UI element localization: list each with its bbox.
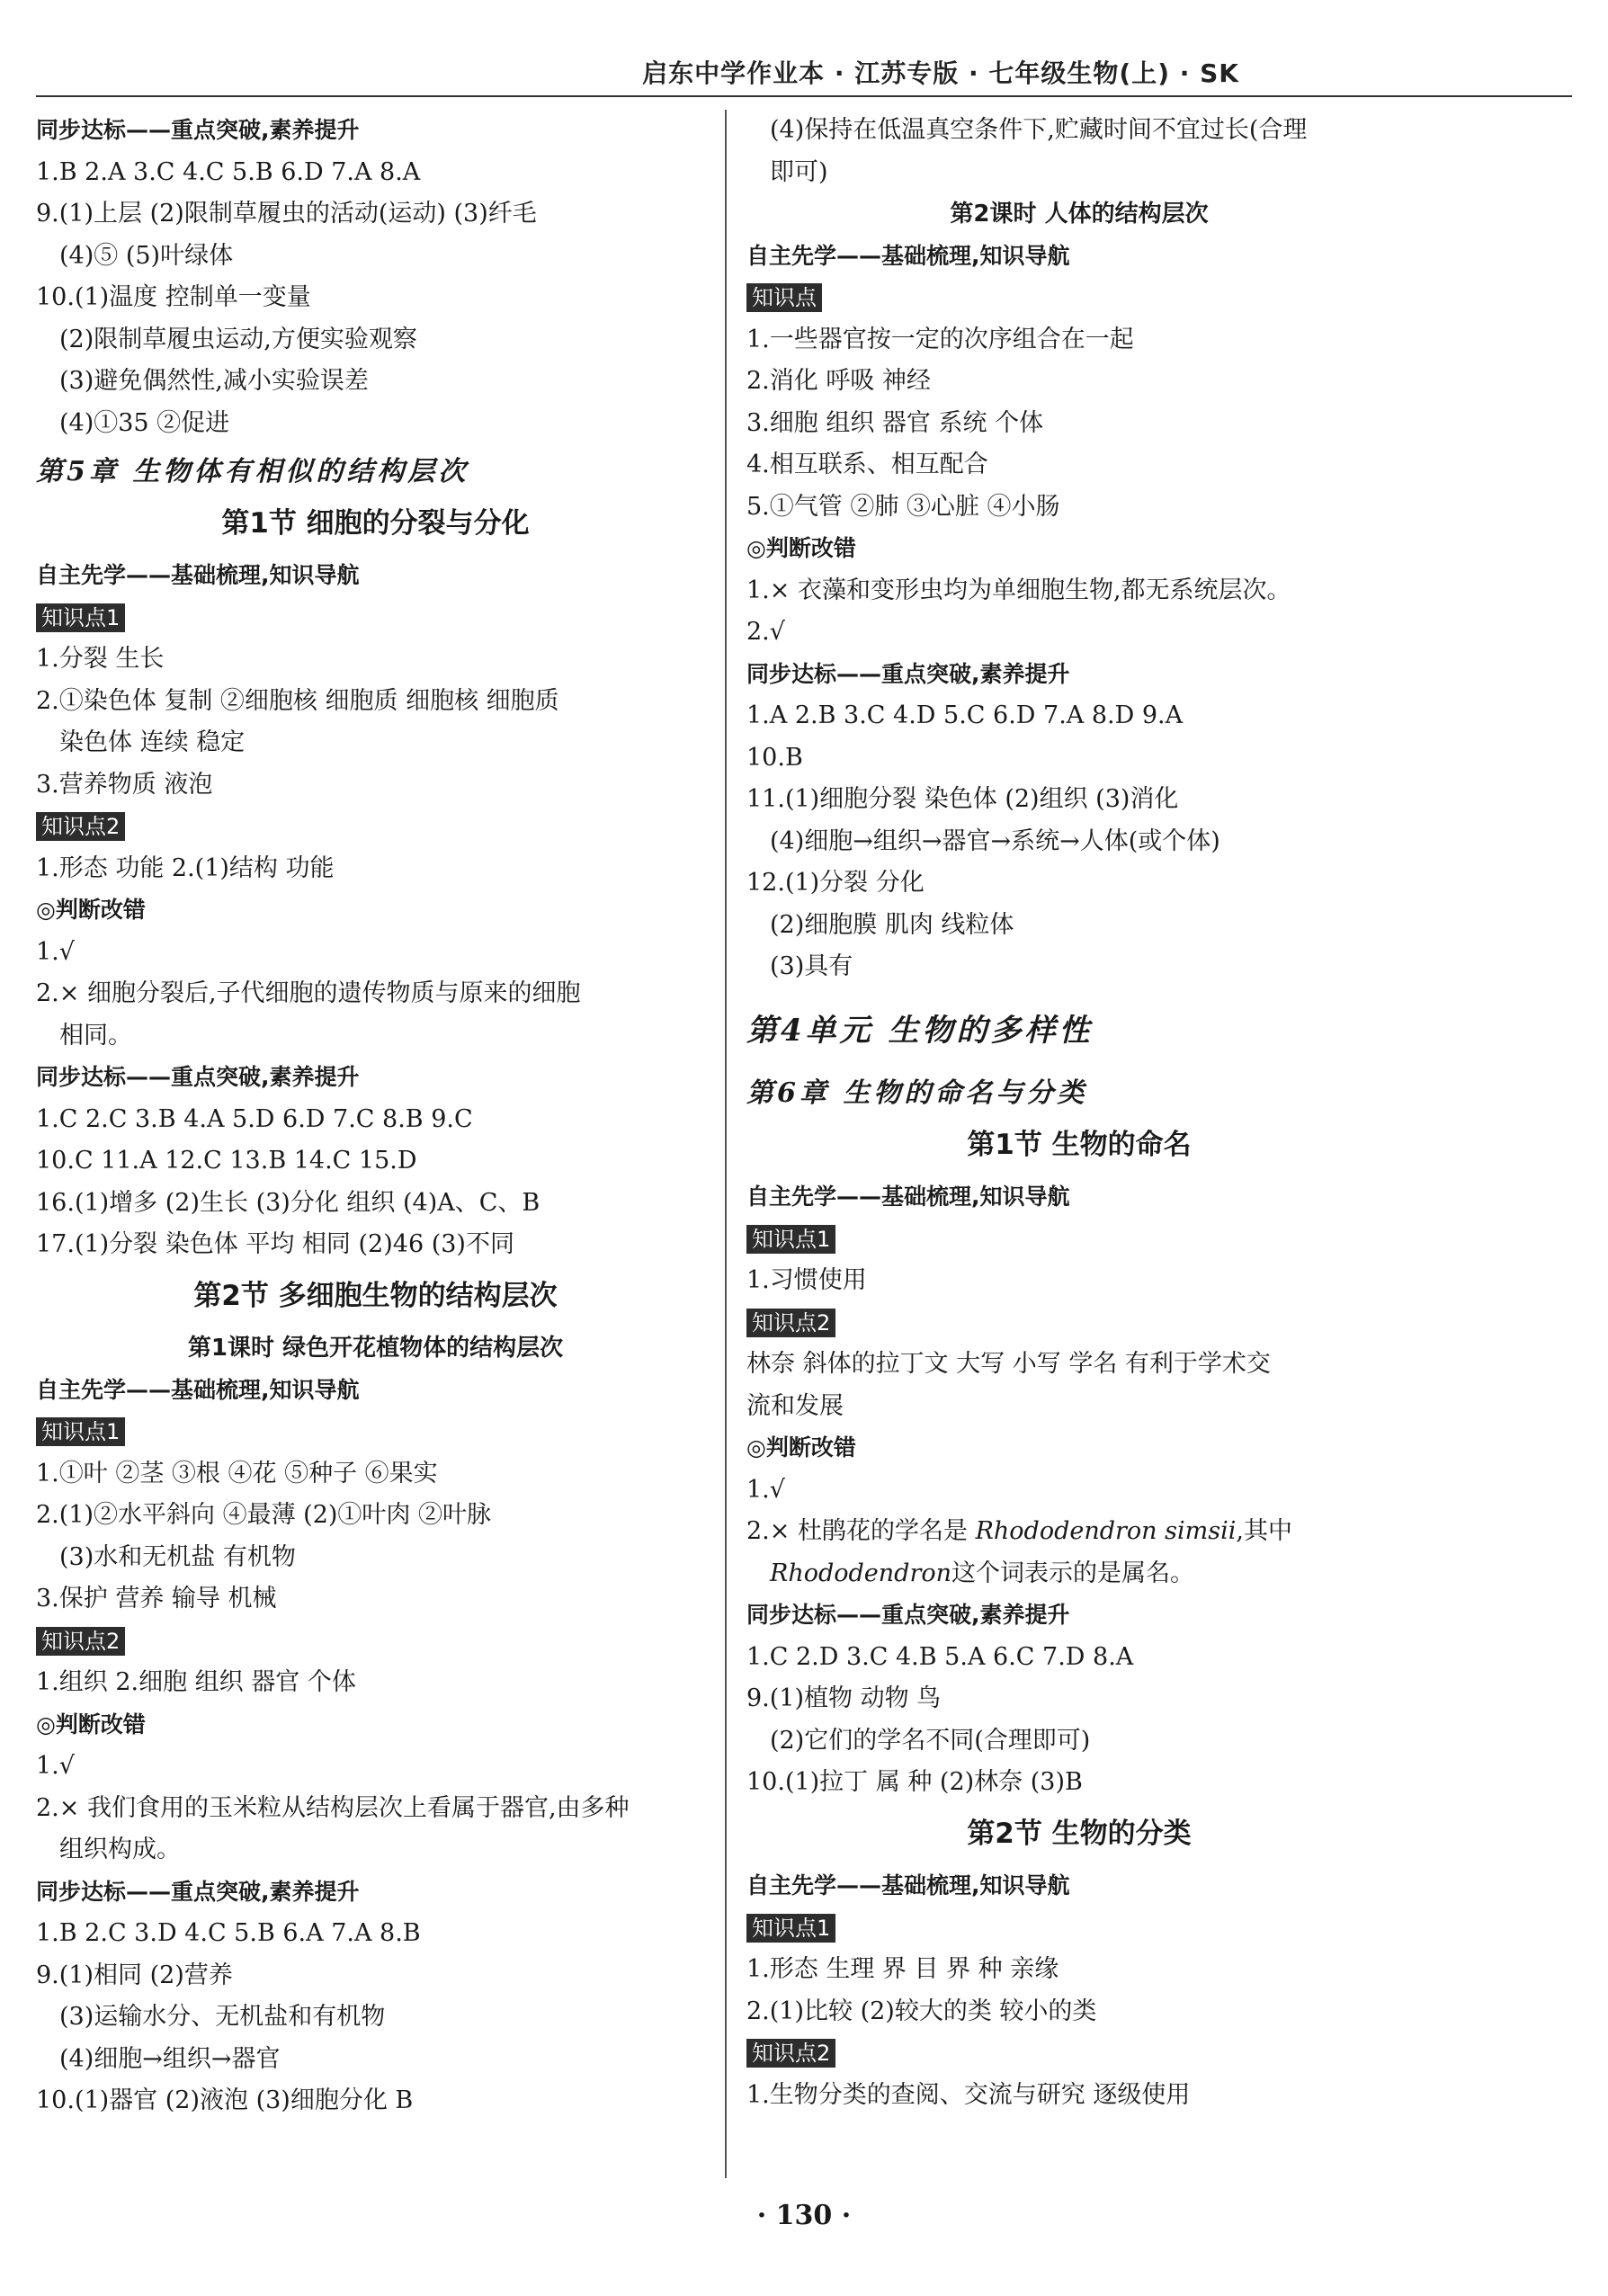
knowledge-tag: 知识点2 [36,1627,125,1656]
answer-line: 11.(1)细胞分裂 染色体 (2)组织 (3)消化 [746,785,1179,813]
section-title: 第2节 多细胞生物的结构层次 [193,1279,558,1312]
subheading: 同步达标——重点突破,素养提升 [746,1602,1070,1628]
answer-line: 林奈 斜体的拉丁文 大写 小写 学名 有利于学术交 [746,1350,1271,1378]
subheading: 自主先学——基础梳理,知识导航 [36,562,360,588]
knowledge-tag: 知识点2 [36,812,125,841]
chapter-title: 第6章 生物的命名与分类 [746,1077,1088,1109]
subheading: 自主先学——基础梳理,知识导航 [746,1184,1070,1210]
answer-line: (4)①35 ②促进 [59,408,230,437]
answer-line: (3)运输水分、无机盐和有机物 [59,2003,386,2031]
answer-line: 3.细胞 组织 器官 系统 个体 [746,408,1044,437]
subheading: 自主先学——基础梳理,知识导航 [36,1376,360,1403]
answer-line: (4)⑤ (5)叶绿体 [59,241,234,270]
answer-line: 染色体 连续 稳定 [59,728,246,756]
answer-line: 10.(1)温度 控制单一变量 [36,283,311,311]
answer-line: 10.C 11.A 12.C 13.B 14.C 15.D [36,1147,417,1175]
answer-line: (4)细胞→组织→器官→系统→人体(或个体) [770,826,1220,855]
latin-name: Rhododendron simsii [975,1517,1237,1545]
answer-line: (4)保持在低温真空条件下,贮藏时间不宜过长(合理 [770,116,1308,144]
knowledge-tag: 知识点1 [36,1417,125,1446]
answer-line: 2.× 我们食用的玉米粒从结构层次上看属于器官,由多种 [36,1793,630,1822]
knowledge-tag: 知识点2 [746,2039,835,2068]
answer-line [746,1511,1412,1553]
answer-text: 2.× 杜鹃花的学名是 [746,1517,968,1545]
answer-line: (3)具有 [770,952,853,980]
answer-line: 1.× 衣藻和变形虫均为单细胞生物,都无系统层次。 [746,576,1291,604]
answer-line: (3)水和无机盐 有机物 [59,1542,296,1571]
answer-line: (2)细胞膜 肌肉 线粒体 [770,910,1014,939]
answer-line: 相同。 [59,1021,132,1050]
chapter-title: 第5章 生物体有相似的结构层次 [36,456,469,487]
answer-line: 10.(1)拉丁 属 种 (2)林奈 (3)B [746,1768,1083,1796]
answer-line: (3)避免偶然性,减小实验误差 [59,367,369,395]
subheading: 同步达标——重点突破,素养提升 [36,1878,360,1905]
answer-line: 1.B 2.C 3.D 4.C 5.B 6.A 7.A 8.B [36,1919,421,1947]
lesson-title: 第2课时 人体的结构层次 [950,201,1209,228]
answer-line: 10.(1)器官 (2)液泡 (3)细胞分化 B [36,2086,414,2114]
answer-line: 1.生物分类的查阅、交流与研究 逐级使用 [746,2080,1191,2109]
answer-line: 3.保护 营养 输导 机械 [36,1585,277,1613]
answer-line: (2)限制草履虫运动,方便实验观察 [59,325,417,353]
subheading: 自主先学——基础梳理,知识导航 [746,1872,1070,1898]
answer-line: 3.营养物质 液泡 [36,770,213,799]
answer-line: 流和发展 [746,1391,844,1420]
answer-line: 2.①染色体 复制 ②细胞核 细胞质 细胞核 细胞质 [36,686,559,715]
answer-line: 1.一些器官按一定的次序组合在一起 [746,325,1134,353]
answer-line: 16.(1)增多 (2)生长 (3)分化 组织 (4)A、C、B [36,1188,540,1217]
subheading: 同步达标——重点突破,素养提升 [746,660,1070,687]
left-column [36,110,715,2122]
column-divider [725,110,727,2178]
knowledge-tag: 知识点1 [746,1914,835,1943]
subheading: ◎判断改错 [746,535,856,561]
answer-line: 1.①叶 ②茎 ③根 ④花 ⑤种子 ⑥果实 [36,1459,438,1487]
answer-line: 1.组织 2.细胞 组织 器官 个体 [36,1668,356,1696]
answer-line: 1.C 2.C 3.B 4.A 5.D 6.D 7.C 8.B 9.C [36,1104,473,1133]
answer-line: 即可) [770,157,828,186]
answer-line: 1.C 2.D 3.C 4.B 5.A 6.C 7.D 8.A [746,1642,1134,1671]
answer-line: 1.B 2.A 3.C 4.C 5.B 6.D 7.A 8.A [36,157,421,186]
subheading: ◎判断改错 [36,1711,146,1738]
subheading: 自主先学——基础梳理,知识导航 [746,242,1070,269]
answer-line: (2)它们的学名不同(合理即可) [770,1726,1091,1755]
subheading: 同步达标——重点突破,素养提升 [36,1064,360,1090]
answer-line: 2.√ [746,618,785,646]
unit-title: 第4单元 生物的多样性 [746,1012,1094,1049]
subheading: ◎判断改错 [746,1434,856,1461]
answer-line: 2.× 细胞分裂后,子代细胞的遗传物质与原来的细胞 [36,979,581,1007]
answer-line: 17.(1)分裂 染色体 平均 相同 (2)46 (3)不同 [36,1230,514,1258]
answer-line: (4)细胞→组织→器官 [59,2044,281,2073]
answer-line: 2.(1)比较 (2)较大的类 较小的类 [746,1997,1097,2025]
answer-line: 2.(1)②水平斜向 ④最薄 (2)①叶肉 ②叶脉 [36,1501,491,1529]
subheading: ◎判断改错 [36,897,146,923]
answer-line: 2.消化 呼吸 神经 [746,367,931,395]
knowledge-tag: 知识点1 [36,603,125,632]
answer-text: ,其中 [1236,1517,1292,1545]
section-title: 第2节 生物的分类 [967,1817,1192,1850]
right-column [746,110,1412,2116]
header-title: 启东中学作业本 · 江苏专版 · 七年级生物(上) · SK [642,58,1239,88]
subheading: 同步达标——重点突破,素养提升 [36,117,360,143]
answer-line: 5.①气管 ②肺 ③心脏 ④小肠 [746,492,1060,521]
section-title: 第1节 生物的命名 [967,1128,1192,1161]
latin-name: Rhododendron [770,1559,951,1587]
answer-line: 10.B [746,743,803,772]
answer-line: 1.习惯使用 [746,1266,867,1294]
answer-line: 1.√ [746,1475,785,1504]
answer-line: 4.相互联系、相互配合 [746,451,988,478]
answer-line: 9.(1)相同 (2)营养 [36,1961,233,1989]
knowledge-tag: 知识点1 [746,1225,835,1254]
answer-line: 组织构成。 [59,1836,181,1863]
knowledge-tag: 知识点 [746,283,822,312]
answer-line: 9.(1)上层 (2)限制草履虫的活动(运动) (3)纤毛 [36,200,537,228]
answer-line: 1.A 2.B 3.C 4.D 5.C 6.D 7.A 8.D 9.A [746,701,1184,729]
answer-line: 1.√ [36,1752,75,1780]
answer-line [746,1553,1412,1595]
page-header [36,47,1572,97]
answer-line: 1.分裂 生长 [36,645,165,673]
lesson-title: 第1课时 绿色开花植物体的结构层次 [187,1335,564,1362]
answer-line: 1.√ [36,937,75,966]
answer-line: 1.形态 功能 2.(1)结构 功能 [36,853,335,882]
answer-text: 这个词表示的是属名。 [951,1559,1194,1587]
section-title: 第1节 细胞的分裂与分化 [221,506,530,540]
knowledge-tag: 知识点2 [746,1309,835,1337]
page-number: · 130 · [756,2200,852,2231]
answer-line: 1.形态 生理 界 目 界 种 亲缘 [746,1955,1059,1983]
answer-line: 9.(1)植物 动物 鸟 [746,1684,942,1712]
answer-line: 12.(1)分裂 分化 [746,869,925,897]
